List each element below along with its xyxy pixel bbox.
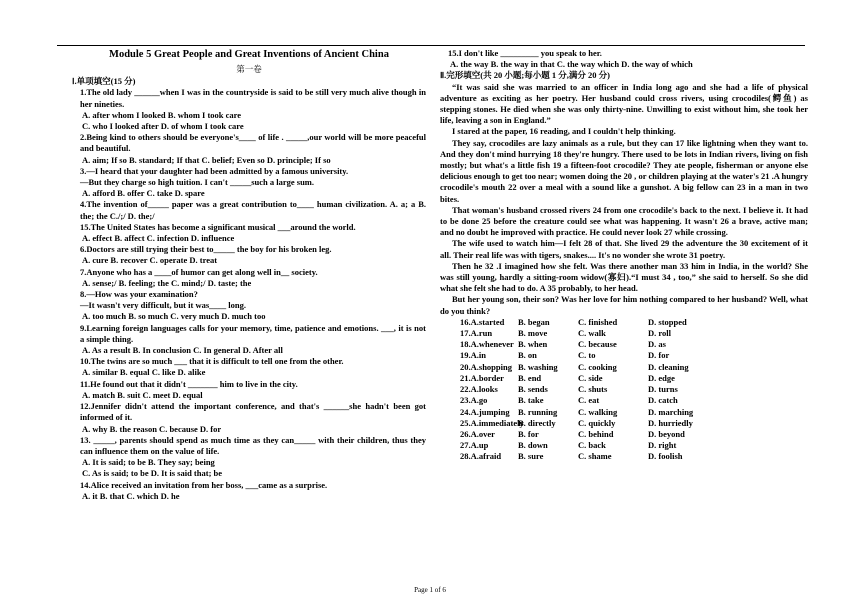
cloze-option: 24.A.jumping: [460, 406, 510, 417]
cloze-option: C. because: [578, 339, 617, 350]
passage-paragraph: They say, crocodiles are lazy animals as a rule, but they can 17 like lightning when they want to. And they don't mind hurrying 18 they're hungry. There used to be lots in Indian rivers, living on fish mostly; but what's a little fish 19 a fifteen-foot crocodile? They ate people, fisherman or anyone else delicious enough to get too near; women doing the 20 , or children playing at the water's 21 .A hungry crocodile's mouth 22 over a meal with a sound like a gunshot. A big fellow can 23 in a man in two bites.: [440, 137, 808, 204]
cloze-option: D. stopped: [648, 316, 687, 327]
answer-options: A. match B. suit C. meet D. equal: [82, 389, 203, 400]
answer-options: A. too much B. so much C. very much D. much too: [82, 311, 266, 322]
question-text: 15.I don't like _________ you speak to her.: [448, 48, 602, 58]
section-heading-2: Ⅱ.完形填空(共 20 小题;每小题 1 分,满分 20 分): [440, 70, 610, 81]
answer-options: A. after whom I looked B. whom I took care: [82, 109, 242, 120]
cloze-option-row: [440, 350, 808, 361]
cloze-option: B. running: [518, 406, 558, 417]
answer-options: A. why B. the reason C. because D. for: [82, 423, 222, 434]
cloze-option: 25.A.immediately: [460, 417, 524, 428]
cloze-option-row: [440, 407, 808, 418]
cloze-option: B. for: [518, 428, 539, 439]
cloze-option: D. roll: [648, 328, 671, 339]
question-text: 2.Being kind to others should be everyone's____ of life . _____,our world will be more peaceful and beautiful.: [80, 132, 426, 154]
question-text: 11.He found out that it didn't _______ him to live in the city.: [80, 378, 298, 389]
passage-paragraph: “It was said she was married to an officer in India long ago and she had a life of physical adventure as exciting as her poetry. Her husband could cross rivers, using crocodiles(鳄鱼) as stepping stones. He died when she was only thirty-nine. Unwilling to exist without him, she took her life, leaving a son in England.”: [440, 81, 808, 126]
answer-options: A. It is said; to be B. They say; being: [82, 457, 215, 468]
cloze-option: C. walk: [578, 328, 606, 339]
answer-options: A. similar B. equal C. like D. alike: [82, 367, 206, 378]
cloze-option: C. back: [578, 440, 606, 451]
answer-options: A. sense;/ B. feeling; the C. mind;/ D. taste; the: [82, 277, 252, 288]
left-column: [72, 48, 426, 502]
page-footer: Page 1 of 6: [414, 586, 446, 594]
passage-paragraph: Then he 32 .I imagined how she felt. Was there another man 33 him in India, in the world? She was still young, hardly a sitting-room widow(寡妇).“I must 34 , too,” she said to herself. So she did what she felt she had to do. A 35 probably, to her head.: [440, 260, 808, 294]
cloze-option-row: [440, 440, 808, 451]
section-heading-1: Ⅰ.单项填空(15 分): [72, 76, 136, 87]
cloze-option: B. end: [518, 372, 542, 383]
cloze-option: 22.A.looks: [460, 384, 498, 395]
cloze-option: B. washing: [518, 361, 558, 372]
question-text: 9.Learning foreign languages calls for your memory, time, patience and emotions. ___, it is not a simple thing.: [80, 322, 426, 344]
cloze-option: D. turns: [648, 384, 678, 395]
question-text: 6.Doctors are still trying their best to_____ the boy for his broken leg.: [80, 244, 332, 255]
answer-options: C. As is said; to be D. It is said that; be: [82, 468, 223, 479]
question-text: 10.The twins are so much ___ that it is difficult to tell one from the other.: [80, 356, 344, 367]
cloze-option: D. foolish: [648, 451, 683, 462]
cloze-option: D. marching: [648, 406, 694, 417]
cloze-option: C. walking: [578, 406, 618, 417]
top-rule: [57, 45, 805, 46]
question-text: —It wasn't very difficult, but it was____ long.: [80, 300, 246, 311]
cloze-option: D. hurriedly: [648, 417, 693, 428]
question-text: 13. _____, parents should spend as much time as they can_____ with their children, thus they can influence them on the value of life.: [80, 434, 426, 456]
question-text: —But they charge so high tuition. I can't _____such a large sum.: [80, 177, 314, 188]
answer-options: A. effect B. affect C. infection D. influence: [82, 233, 235, 244]
cloze-option: B. take: [518, 395, 544, 406]
answer-options: A. aim; If so B. standard; If that C. belief; Even so D. principle; If so: [82, 154, 331, 165]
cloze-option: D. as: [648, 339, 666, 350]
right-column: [440, 48, 808, 463]
cloze-option-row: [440, 317, 808, 328]
cloze-option: C. to: [578, 350, 596, 361]
page-title: Module 5 Great People and Great Inventions of Ancient China: [109, 49, 389, 60]
answer-options: A. it B. that C. which D. he: [82, 490, 180, 501]
passage-paragraph: But her young son, their son? Was her love for him nothing compared to her husband? Well, what do you think?: [440, 294, 808, 316]
cloze-option: 23.A.go: [460, 395, 488, 406]
cloze-option: B. began: [518, 316, 550, 327]
answer-options: C. who I looked after D. of whom I took care: [82, 121, 244, 132]
answer-options: A. afford B. offer C. take D. spare: [82, 188, 205, 199]
cloze-option: D. cleaning: [648, 361, 689, 372]
cloze-option: B. directly: [518, 417, 556, 428]
answer-options: A. As a result B. In conclusion C. In general D. After all: [82, 345, 283, 356]
cloze-option: D. for: [648, 350, 670, 361]
cloze-option: C. eat: [578, 395, 600, 406]
cloze-option: 18.A.whenever: [460, 339, 514, 350]
cloze-option: C. finished: [578, 316, 618, 327]
cloze-option-row: [440, 339, 808, 350]
answer-options: A. cure B. recover C. operate D. treat: [82, 255, 218, 266]
cloze-option: D. catch: [648, 395, 678, 406]
cloze-option: B. move: [518, 328, 548, 339]
question-text: 4.The invention of_____ paper was a great contribution to____ human civilization. A. a; a B. the; the C./;/ D. the;/: [80, 199, 426, 221]
cloze-option: 17.A.run: [460, 328, 493, 339]
cloze-option: D. right: [648, 440, 677, 451]
cloze-option: B. sends: [518, 384, 548, 395]
cloze-option: 26.A.over: [460, 428, 495, 439]
passage-paragraph: The wife used to watch him—I felt 28 of that. She lived 29 the adventure the 30 excitement of it all. Their real life was with tigers, snakes.... It's no wonder she wrote 31 poetry.: [440, 238, 808, 260]
cloze-option: D. beyond: [648, 428, 685, 439]
cloze-option-row: [440, 384, 808, 395]
cloze-option: B. when: [518, 339, 548, 350]
cloze-option-row: [440, 328, 808, 339]
question-text: 1.The old lady ______when I was in the countryside is said to be still very much alive though in her nineties.: [80, 87, 426, 109]
cloze-option: C. shuts: [578, 384, 608, 395]
question-text: 14.Alice received an invitation from her boss, ___came as a surprise.: [80, 479, 328, 490]
cloze-option: 28.A.afraid: [460, 451, 502, 462]
question-text: 15.The United States has become a significant musical ___around the world.: [80, 221, 356, 232]
cloze-option: 19.A.in: [460, 350, 486, 361]
cloze-option: B. sure: [518, 451, 544, 462]
cloze-option: 20.A.shopping: [460, 361, 512, 372]
cloze-option: 16.A.started: [460, 316, 505, 327]
cloze-option: C. shame: [578, 451, 612, 462]
cloze-option-row: [440, 395, 808, 406]
cloze-option-row: [440, 373, 808, 384]
cloze-option-row: [440, 429, 808, 440]
question-text: 12.Jennifer didn't attend the important conference, and that's ______she hadn't been got informed of it.: [80, 401, 426, 423]
cloze-option: C. quickly: [578, 417, 616, 428]
passage-paragraph: I stared at the paper, 16 reading, and I couldn't help thinking.: [452, 126, 676, 137]
cloze-option: B. down: [518, 440, 548, 451]
cloze-option: 27.A.up: [460, 440, 489, 451]
cloze-option: C. behind: [578, 428, 614, 439]
cloze-option-row: [440, 418, 808, 429]
cloze-option-row: [440, 362, 808, 373]
part-label: 第一卷: [236, 64, 262, 74]
cloze-option: C. cooking: [578, 361, 617, 372]
passage-paragraph: That woman's husband crossed rivers 24 from one crocodile's back to the next. I believe it. It had to be done 25 before the creature could see what was happening. It wasn't 26 a brave, active man; and no doubt he improved with practice. He could never look 27 while crossing.: [440, 204, 808, 238]
question-text: 7.Anyone who has a ____of humor can get along well in__ society.: [80, 266, 318, 277]
question-text: 3.—I heard that your daughter had been admitted by a famous university.: [80, 165, 349, 176]
cloze-option: D. edge: [648, 372, 675, 383]
cloze-option: C. side: [578, 372, 603, 383]
answer-options: A. the way B. the way in that C. the way which D. the way of which: [450, 59, 693, 70]
cloze-option: 21.A.border: [460, 372, 504, 383]
cloze-option-row: [440, 451, 808, 462]
cloze-option: B. on: [518, 350, 537, 361]
question-text: 8.—How was your examination?: [80, 289, 198, 300]
